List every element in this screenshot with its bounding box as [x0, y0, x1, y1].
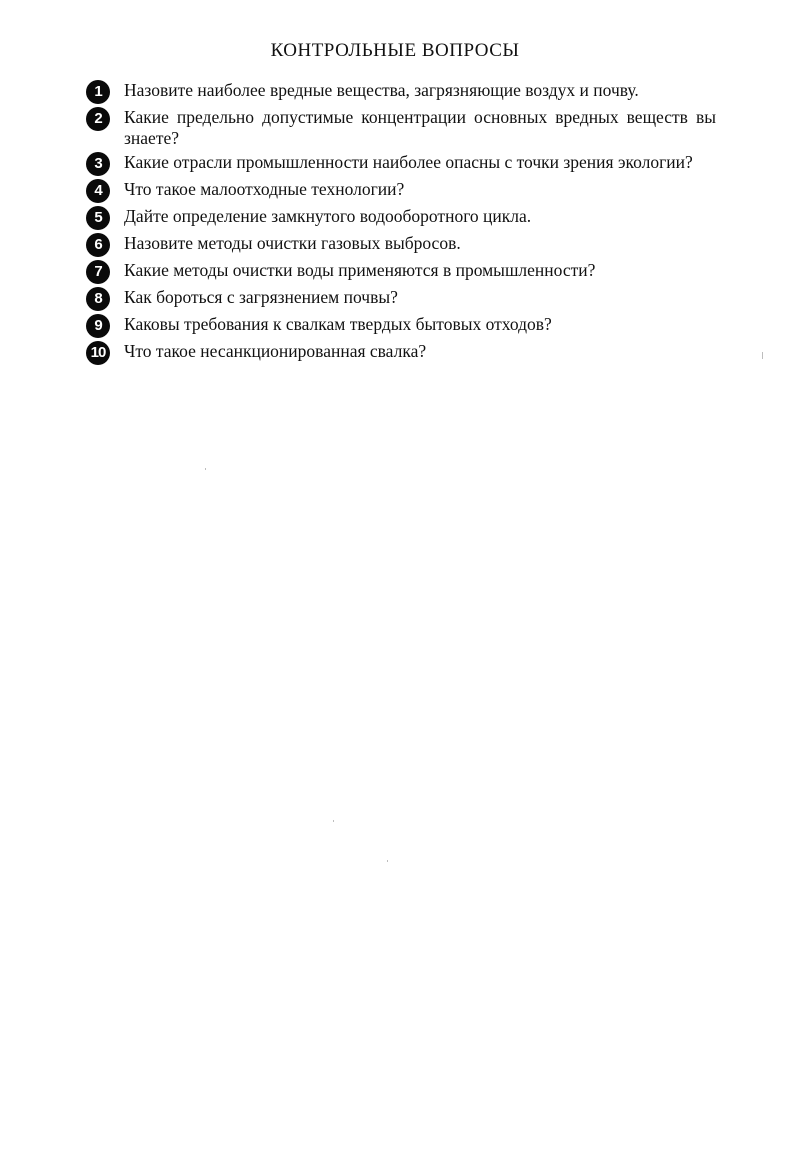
question-item	[86, 179, 716, 203]
question-text: Дайте определение замкнутого водооборотного цикла.	[124, 206, 532, 226]
question-number-badge: 5	[86, 206, 110, 230]
question-text: Как бороться с загрязнением почвы?	[124, 287, 398, 307]
question-text: Назовите наиболее вредные вещества, загрязняющие воздух и почву.	[124, 80, 639, 100]
question-item	[86, 80, 716, 104]
question-number-badge: 8	[86, 287, 110, 311]
question-item	[86, 206, 716, 230]
question-item	[86, 152, 716, 176]
question-item	[86, 287, 716, 311]
question-number-badge: 4	[86, 179, 110, 203]
question-item	[86, 341, 716, 365]
question-number-badge: 7	[86, 260, 110, 284]
scan-speck	[762, 352, 763, 359]
page-title: КОНТРОЛЬНЫЕ ВОПРОСЫ	[270, 40, 520, 61]
question-text: Что такое несанкционированная свалка?	[124, 341, 427, 361]
question-text: Какие методы очистки воды применяются в промышленности?	[124, 260, 596, 280]
question-text: Какие отрасли промышленности наиболее опасны с точки зрения экологии?	[124, 152, 693, 172]
question-number-badge: 10	[86, 341, 110, 365]
question-item	[86, 260, 716, 284]
question-item	[86, 107, 716, 149]
questions-list	[86, 80, 716, 368]
question-number-badge: 2	[86, 107, 110, 131]
question-text: Какие предельно допустимые концентрации основных вредных веществ вы знаете?	[124, 107, 716, 148]
question-item	[86, 314, 716, 338]
question-number-badge: 1	[86, 80, 110, 104]
scan-speck	[333, 820, 334, 822]
question-text: Каковы требования к свалкам твердых бытовых отходов?	[124, 314, 552, 334]
question-text: Что такое малоотходные технологии?	[124, 179, 405, 199]
question-number-badge: 6	[86, 233, 110, 257]
question-number-badge: 3	[86, 152, 110, 176]
scan-speck	[387, 860, 388, 862]
question-number-badge: 9	[86, 314, 110, 338]
scan-speck	[205, 468, 206, 470]
question-item	[86, 233, 716, 257]
question-text: Назовите методы очистки газовых выбросов.	[124, 233, 461, 253]
